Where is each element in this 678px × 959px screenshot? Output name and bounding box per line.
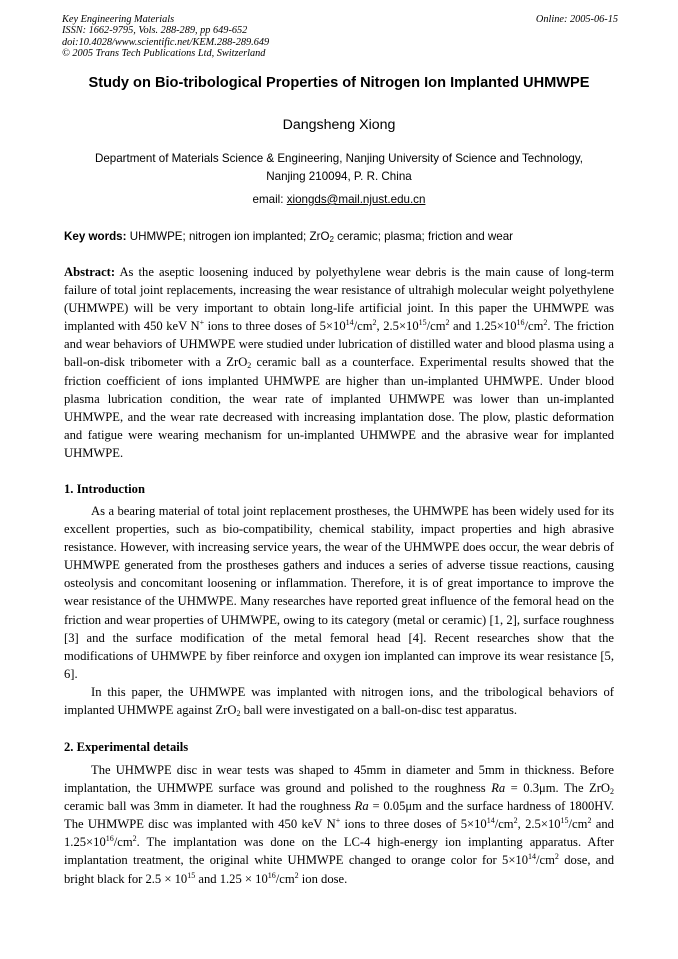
journal-name: Key Engineering Materials xyxy=(62,14,175,25)
text-run: /cm xyxy=(426,319,446,334)
paper-title: Study on Bio-tribological Properties of Nitrogen Ion Implanted UHMWPE xyxy=(88,75,590,91)
introduction-paragraph-2 xyxy=(64,683,614,719)
text-run: 2 xyxy=(610,787,615,797)
text-run: 2 xyxy=(236,709,241,719)
copyright-line: © 2005 Trans Tech Publications Ltd, Switzerland xyxy=(62,48,266,60)
email-label: email: xyxy=(252,193,287,206)
text-run: /cm xyxy=(524,319,544,334)
affiliation-line-2: Nanjing 210094, P. R. China xyxy=(266,170,412,183)
text-run: ion dose. xyxy=(298,871,348,886)
online-date: Online: 2005-06-15 xyxy=(535,14,618,25)
text-run: = 0.05μm and the surface hardness of 1800HV. The UHMWPE disc was implanted with 450 keV N xyxy=(64,799,614,832)
text-run: ceramic ball as a counterface. Experimental results showed that the friction coefficient of ions implanted UHMWPE are higher than un-implanted UHMWPE. Under blood plasma lubrication condition, the wear rate of implanted UHMWPE was lower than un-implanted UHMWPE, and the wear rate decreased with increasing implantation dose. The plow, plastic deformation and fatigue were wearing mechanism for un-implanted UHMWPE and the abrasive wear for implanted UHMWPE. xyxy=(64,355,614,460)
text-run: /cm xyxy=(275,871,295,886)
abstract-text xyxy=(64,263,614,462)
text-run: 2 xyxy=(294,870,299,880)
author-name: Dangsheng Xiong xyxy=(282,117,396,133)
text-run: 2 xyxy=(543,318,548,328)
email-line xyxy=(40,192,638,208)
doi-line: doi:10.4028/www.scientific.net/KEM.288-289.649 xyxy=(62,36,270,48)
text-run: /cm xyxy=(536,853,555,868)
text-run: . The implantation was done on the LC-4 high-energy ion implanting apparatus. After implantation treatment, the original white UHMWPE changed to orange color for 5×10 xyxy=(64,835,614,868)
text-run: . The friction and wear behaviors of UHMWPE were studied under lubrication of distilled water and blood plasma using a ball-on-disk tribometer with a ZrO xyxy=(64,319,614,370)
text-run: 15 xyxy=(418,318,427,328)
text-run: 2 xyxy=(132,834,137,844)
text-run: /cm xyxy=(113,835,133,850)
text-run: dose, and bright black for 2.5 × 10 xyxy=(64,853,614,886)
text-run: = 0.3μm. The ZrO xyxy=(505,781,611,796)
text-run: 14 xyxy=(486,816,495,826)
text-run: ions to three doses of 5×10 xyxy=(340,817,487,832)
text-run: ceramic ball was 3mm in diameter. It had the roughness xyxy=(64,799,355,814)
text-run: ball were investigated on a ball-on-disc test apparatus. xyxy=(240,703,518,718)
text-run: The UHMWPE disc in wear tests was shaped to 45mm in diameter and 5mm in thickness. Before implantation, the UHMWPE surface was ground and polished to the roughness xyxy=(64,763,614,796)
text-run: ceramic; plasma; friction and wear xyxy=(333,230,514,243)
text-run: 14 xyxy=(345,318,354,328)
text-run: Ra xyxy=(354,799,369,814)
text-run: 15 xyxy=(560,816,569,826)
keywords xyxy=(64,229,624,245)
text-run: and 1.25×10 xyxy=(64,817,614,850)
text-run: + xyxy=(199,318,205,328)
text-run: UHMWPE; nitrogen ion implanted; ZrO xyxy=(126,230,330,243)
text-run: , 2.5×10 xyxy=(376,319,419,334)
text-run: + xyxy=(335,816,341,826)
text-run: /cm xyxy=(353,319,373,334)
abstract-label: Abstract: xyxy=(64,265,116,279)
text-run: 16 xyxy=(105,834,114,844)
issn-line: ISSN: 1662-9795, Vols. 288-289, pp 649-652 xyxy=(62,25,248,37)
text-run: and 1.25×10 xyxy=(449,319,517,334)
text-run: ions to three doses of 5×10 xyxy=(204,319,346,334)
text-run: 2 xyxy=(513,816,518,826)
text-run: 16 xyxy=(516,318,525,328)
text-run: /cm xyxy=(494,817,514,832)
experimental-paragraph-1 xyxy=(64,761,614,888)
introduction-section xyxy=(64,502,614,719)
affiliation xyxy=(70,150,608,186)
text-run: 2 xyxy=(372,318,377,328)
text-run: As the aseptic loosening induced by polyethylene wear debris is the main cause of long-term failure of total joint replacements, increasing the wear resistance of ultrahigh molecular weight polyethylene (UHMWPE) will be very important to obtain long-life artificial joint. In this paper the UHMWPE was implanted with 450 keV N xyxy=(64,265,614,334)
section-heading-experimental: 2. Experimental details xyxy=(64,740,189,754)
text-run: 2 xyxy=(445,318,450,328)
text-run: 2 xyxy=(554,852,559,862)
affiliation-line-1: Department of Materials Science & Engineering, Nanjing University of Science and Technology, xyxy=(94,152,584,165)
abstract xyxy=(64,263,614,462)
text-run: Ra xyxy=(491,781,506,796)
text-run: , 2.5×10 xyxy=(517,817,561,832)
text-run: and 1.25 × 10 xyxy=(195,871,268,886)
text-run: In this paper, the UHMWPE was implanted with nitrogen ions, and the tribological behaviors of implanted UHMWPE against ZrO xyxy=(64,684,614,718)
text-run: 2 xyxy=(247,361,252,371)
text-run: /cm xyxy=(568,817,588,832)
keywords-label: Key words: xyxy=(64,230,127,243)
text-run: 2 xyxy=(329,235,334,244)
text-run: 2 xyxy=(587,816,592,826)
email-link[interactable]: xiongds@mail.njust.edu.cn xyxy=(286,193,426,206)
experimental-section xyxy=(64,761,614,888)
text-run: 16 xyxy=(267,870,276,880)
text-run: 15 xyxy=(187,870,196,880)
text-run: 14 xyxy=(528,852,537,862)
section-heading-introduction: 1. Introduction xyxy=(64,482,145,496)
introduction-paragraph-1: As a bearing material of total joint replacement prostheses, the UHMWPE has been widely used for its excellent properties, such as bio-compatibility, chemical stability, impact properties and high abrasive resistance. However, with increasing service years, the wear of the UHMWPE does occur, the wear debris of UHMWPE generated from the prostheses gathers and induces a series of adverse tissue reactions, causing osteolysis and concomitant loosening or inflammation. Therefore, it is of great importance to improve the wear resistance of the UHMWPE. Many researches have reported great influence of the femoral head on the friction and wear properties of UHMWPE, owing to its category (metal or ceramic) [1, 2], surface roughness [3] and the surface modification of the metal femoral head [4]. Recent researches show that the modifications of UHMWPE by fiber reinforce and oxygen ion implanted can improve its wear resistance [5, 6]. xyxy=(64,504,614,681)
journal-header xyxy=(62,14,618,60)
